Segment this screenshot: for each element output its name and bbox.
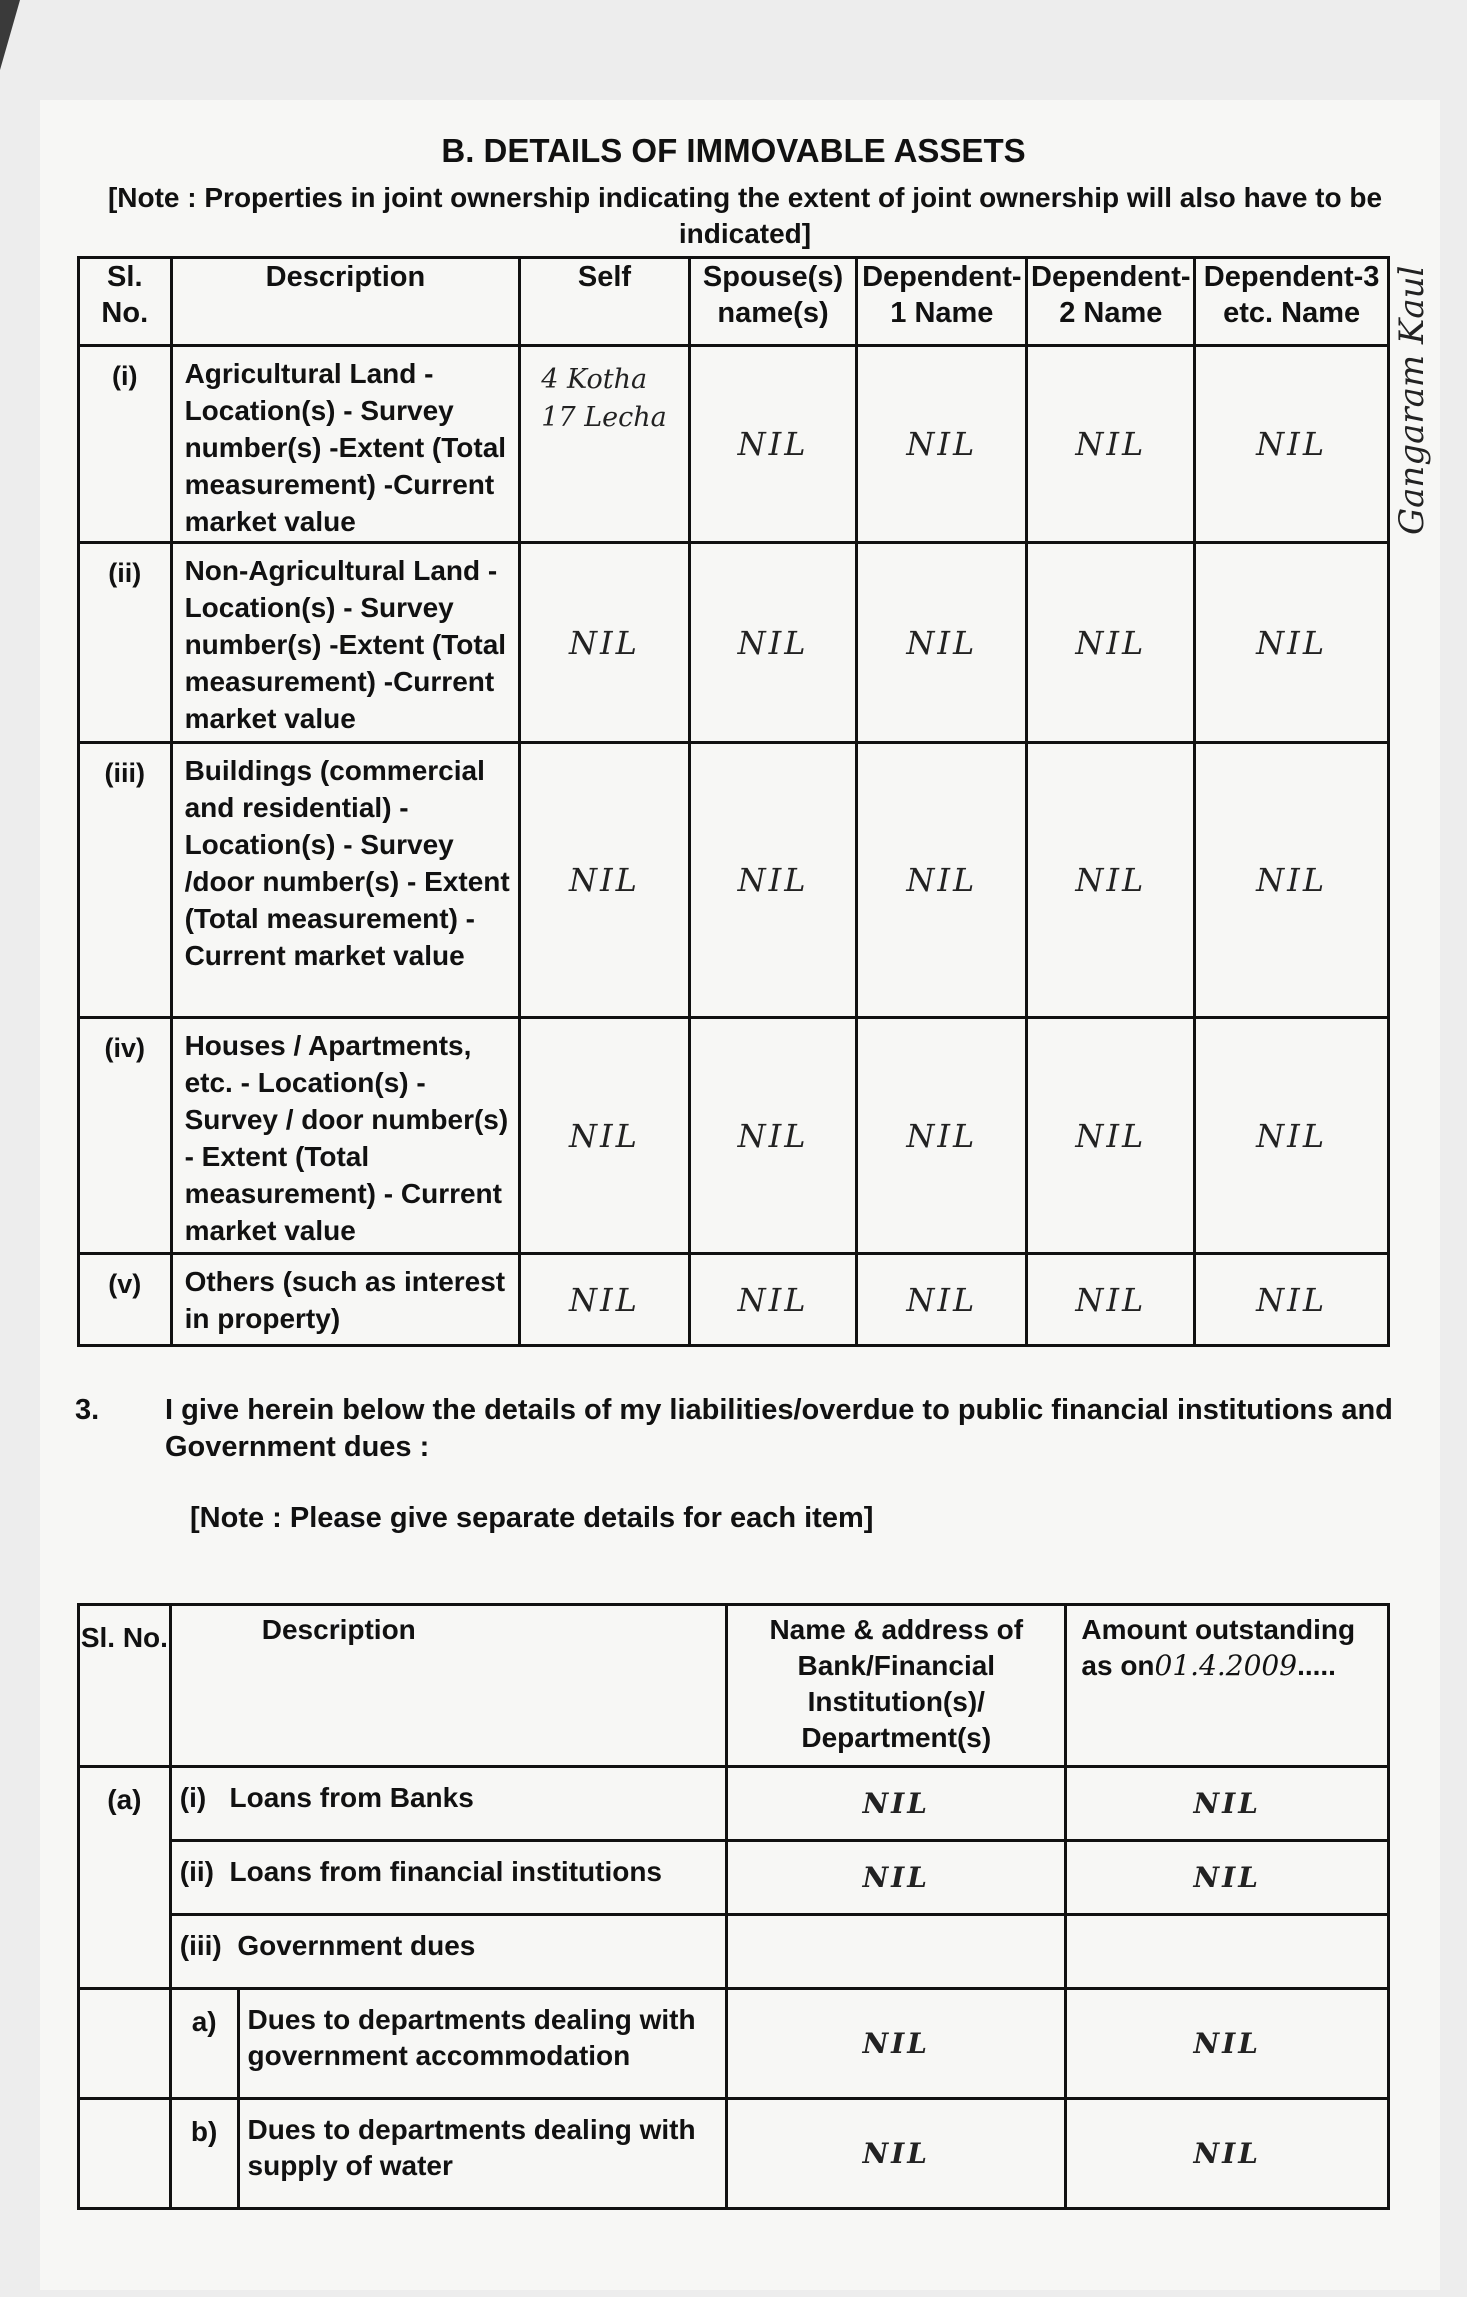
sub-row-label: Dues to departments dealing with supply of water	[238, 2099, 727, 2209]
header-sl: Sl. No.	[79, 1605, 171, 1767]
self-value-line1: 4 Kotha	[541, 364, 648, 395]
table-row	[79, 2099, 1389, 2209]
row-number: (ii)	[179, 1856, 214, 1887]
margin-signature: Gangaram Kaul	[1392, 265, 1432, 535]
dependent-3-value: NIL	[1195, 1018, 1389, 1254]
section-number: 3.	[75, 1394, 100, 1426]
header-amount-prefix: Amount outstanding as on	[1081, 1614, 1356, 1681]
page-title: B. DETAILS OF IMMOVABLE ASSETS	[441, 132, 1026, 169]
table-row	[79, 1018, 1389, 1254]
header-bank: Name & address of Bank/Financial Institution(s)/ Department(s)	[727, 1605, 1066, 1767]
dependent-2-value: NIL	[1027, 1254, 1195, 1346]
liabilities-note	[190, 1502, 873, 1535]
row-label: Loans from financial institutions	[229, 1856, 662, 1887]
dependent-1-value: NIL	[857, 1018, 1027, 1254]
table-row	[79, 543, 1389, 743]
bank-value: NIL	[727, 2099, 1066, 2209]
row-sl: (i)	[79, 346, 172, 543]
spouse-value: NIL	[689, 1018, 857, 1254]
header-spouse: Spouse(s) name(s)	[689, 258, 857, 346]
self-value: NIL	[520, 1018, 689, 1254]
header-self: Self	[520, 258, 689, 346]
table-row	[79, 1915, 1389, 1989]
header-description: Description	[171, 258, 520, 346]
bank-value: NIL	[727, 1989, 1066, 2099]
sub-row-number: a)	[170, 1989, 238, 2099]
amount-value	[1066, 1915, 1389, 1989]
header-dependent-2: Dependent-2 Name	[1027, 258, 1195, 346]
amount-value: NIL	[1066, 1841, 1389, 1915]
header-dependent-1: Dependent-1 Name	[857, 258, 1027, 346]
blank-sl	[79, 2099, 171, 2209]
dependent-3-value: NIL	[1195, 1254, 1389, 1346]
table-row	[79, 346, 1389, 543]
self-value: NIL	[520, 743, 689, 1018]
spouse-value: NIL	[689, 743, 857, 1018]
row-description: Non-Agricultural Land - Location(s) - Survey number(s) -Extent (Total measurement) -Current market value	[171, 543, 520, 743]
header-amount-dots: .....	[1297, 1650, 1336, 1681]
row-description	[170, 1767, 726, 1841]
self-value-line2: 17 Lecha	[541, 402, 667, 433]
row-description: Houses / Apartments, etc. - Location(s) - Survey / door number(s) - Extent (Total measurement) - Current market value	[171, 1018, 520, 1254]
row-number: (iii)	[179, 1930, 222, 1961]
dependent-2-value: NIL	[1027, 1018, 1195, 1254]
table-row	[79, 743, 1389, 1018]
spouse-value: NIL	[689, 1254, 857, 1346]
group-sl: (a)	[79, 1767, 171, 1989]
row-description: Agricultural Land - Location(s) - Survey number(s) -Extent (Total measurement) -Current market value	[171, 346, 520, 543]
row-sl: (iv)	[79, 1018, 172, 1254]
dependent-3-value: NIL	[1195, 346, 1389, 543]
table-header-row	[79, 258, 1389, 346]
sub-row-label: Dues to departments dealing with government accommodation	[238, 1989, 727, 2099]
row-description	[170, 1841, 726, 1915]
header-dependent-3: Dependent-3 etc. Name	[1195, 258, 1389, 346]
blank-sl	[79, 1989, 171, 2099]
self-value	[520, 346, 689, 543]
dependent-2-value: NIL	[1027, 543, 1195, 743]
dependent-1-value: NIL	[857, 543, 1027, 743]
amount-value: NIL	[1066, 1989, 1389, 2099]
note-label: [Note	[190, 1502, 265, 1534]
self-value: NIL	[520, 1254, 689, 1346]
row-description: Others (such as interest in property)	[171, 1254, 520, 1346]
table-header-row	[79, 1605, 1389, 1767]
dependent-3-value: NIL	[1195, 543, 1389, 743]
dependent-2-value: NIL	[1027, 346, 1195, 543]
spouse-value: NIL	[689, 543, 857, 743]
bank-value: NIL	[727, 1841, 1066, 1915]
row-description	[170, 1915, 726, 1989]
liabilities-table	[77, 1603, 1390, 2210]
immovable-assets-table	[77, 256, 1390, 1347]
table-row	[79, 1989, 1389, 2099]
sub-row-number: b)	[170, 2099, 238, 2209]
row-label: Loans from Banks	[229, 1782, 474, 1813]
scan-corner	[0, 0, 20, 70]
row-description: Buildings (commercial and residential) - Location(s) - Survey /door number(s) - Extent (Total measurement) -Current market value	[171, 743, 520, 1018]
row-sl: (iii)	[79, 743, 172, 1018]
header-description: Description	[170, 1605, 726, 1767]
table-row	[79, 1254, 1389, 1346]
note-text: : Please give separate details for each item]	[272, 1502, 874, 1534]
dependent-3-value: NIL	[1195, 743, 1389, 1018]
header-amount	[1066, 1605, 1389, 1767]
self-value: NIL	[520, 543, 689, 743]
note-label: [Note	[107, 182, 180, 213]
row-label: Government dues	[237, 1930, 476, 1961]
dependent-2-value: NIL	[1027, 743, 1195, 1018]
table-row	[79, 1841, 1389, 1915]
row-number: (i)	[179, 1782, 207, 1813]
bank-value	[727, 1915, 1066, 1989]
dependent-1-value: NIL	[857, 346, 1027, 543]
bank-value: NIL	[727, 1767, 1066, 1841]
dependent-1-value: NIL	[857, 743, 1027, 1018]
table-row	[79, 1767, 1389, 1841]
section-text: I give herein below the details of my liabilities/overdue to public financial institutions and Government dues :	[165, 1394, 1393, 1463]
note-text: : Properties in joint ownership indicating the extent of joint ownership will also have to be indicated]	[187, 182, 1383, 249]
header-amount-date: 01.4.2009	[1154, 1649, 1298, 1682]
header-sl: Sl. No.	[79, 258, 172, 346]
amount-value: NIL	[1066, 1767, 1389, 1841]
row-sl: (ii)	[79, 543, 172, 743]
dependent-1-value: NIL	[857, 1254, 1027, 1346]
joint-ownership-note	[95, 180, 1395, 252]
spouse-value: NIL	[689, 346, 857, 543]
row-sl: (v)	[79, 1254, 172, 1346]
amount-value: NIL	[1066, 2099, 1389, 2209]
